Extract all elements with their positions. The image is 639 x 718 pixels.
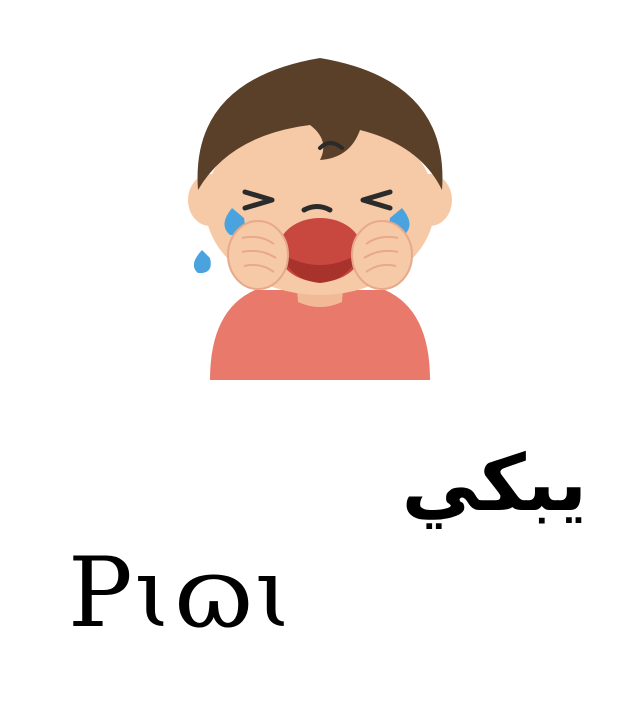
latin-word-label: Pɩɷɩ [68, 537, 295, 649]
arabic-word-label: يبكي [401, 439, 587, 529]
crying-boy-icon [170, 40, 470, 390]
